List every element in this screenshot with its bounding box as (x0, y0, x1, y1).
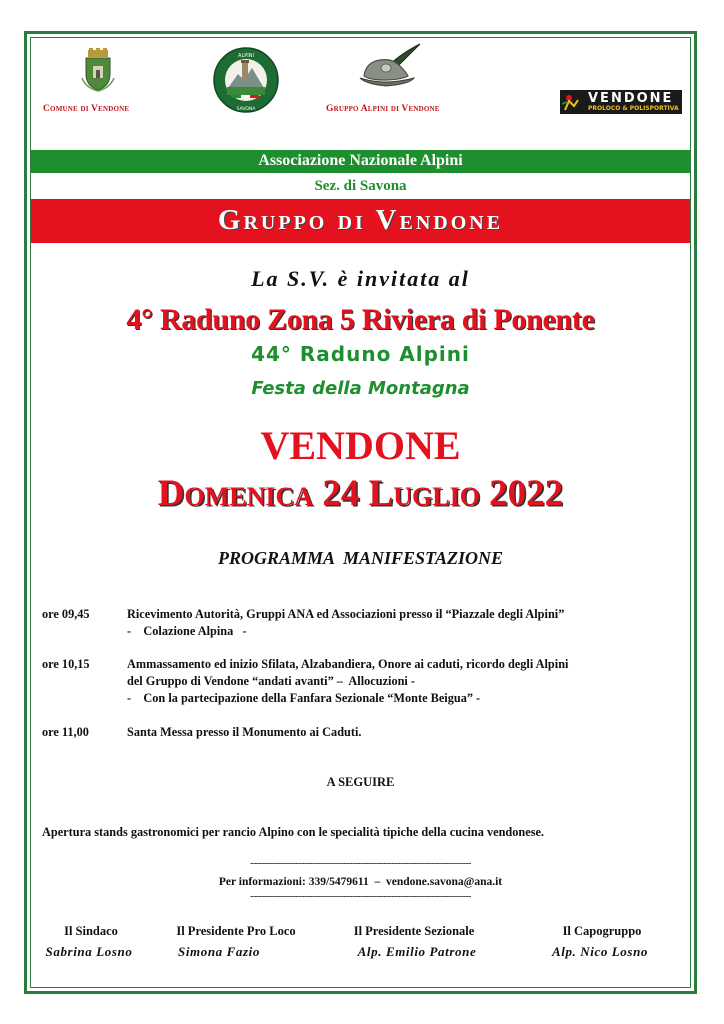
signature-title-sindaco: Il Sindaco (64, 924, 118, 938)
info-divider-top: ------------------------------------------------------------------------------ (250, 858, 471, 869)
ana-sezione-savona-logo-icon (212, 46, 280, 114)
program-stands: Apertura stands gastronomici per rancio Alpino con le specialità tipiche della cucina vendonese. (42, 825, 545, 839)
signature-name-proloco: Simona Fazio (178, 944, 260, 959)
comune-label: Comune di Vendone (43, 104, 130, 114)
event-place: VENDONE (260, 423, 461, 468)
vendone-logo-text: VENDONE (588, 91, 674, 106)
event-title: 4° Raduno Zona 5 Riviera di Ponente (126, 303, 595, 336)
program-line-1b: - Colazione Alpina - (127, 624, 247, 638)
program-time-1: ore 09,45 (42, 607, 90, 621)
program-following: A SEGUIRE (326, 775, 395, 789)
signature-name-sindaco: Sabrina Losno (45, 944, 133, 959)
signature-name-capogruppo: Alp. Nico Losno (551, 944, 649, 959)
program-title: PROGRAMMA MANIFESTAZIONE (217, 548, 504, 568)
program-line-3a: Santa Messa presso il Monumento ai Caduti. (127, 725, 362, 739)
invite-intro: La S.V. è invitata al (251, 266, 470, 291)
signature-title-proloco: Il Presidente Pro Loco (176, 924, 296, 938)
banner-section-name: Sez. di Savona (314, 178, 407, 194)
signature-name-sezionale: Alp. Emilio Patrone (357, 944, 477, 959)
alpini-hat-feather-icon (356, 42, 428, 90)
event-date: Domenica 24 Luglio 2022 (157, 473, 564, 514)
program-line-2a: Ammassamento ed inizio Sfilata, Alzabandiera, Onore ai caduti, ricordo degli Alpini (127, 657, 569, 671)
svg-text:SAVONA: SAVONA (236, 107, 256, 112)
program-line-1a: Ricevimento Autorità, Gruppi ANA ed Associazioni presso il “Piazzale degli Alpini” (127, 607, 565, 621)
banner-association-name: Associazione Nazionale Alpini (258, 152, 463, 169)
program-line-2b: del Gruppo di Vendone “andati avanti” – Allocuzioni - (127, 674, 416, 688)
info-contact: Per informazioni: 339/5479611 – vendone.savona@ana.it (218, 876, 503, 888)
event-festa: Festa della Montagna (251, 378, 470, 399)
comune-coat-of-arms-icon (80, 48, 116, 92)
gruppo-alpini-label: Gruppo Alpini di Vendone (326, 104, 440, 114)
info-divider-bottom: ------------------------------------------------------------------------------ (250, 891, 471, 902)
banner-group-name: Gruppo di Vendone (217, 204, 504, 236)
event-subtitle: 44° Raduno Alpini (251, 342, 470, 366)
program-line-2c: - Con la partecipazione della Fanfara Sezionale “Monte Beigua” - (127, 691, 481, 705)
svg-text:ALPINI: ALPINI (238, 53, 254, 59)
signature-title-capogruppo: Il Capogruppo (562, 924, 642, 938)
program-time-2: ore 10,15 (42, 657, 90, 671)
vendone-proloco-logo-icon (560, 90, 682, 114)
vendone-logo-subtext: PROLOCO & POLISPORTIVA (588, 105, 679, 112)
signature-title-sezionale: Il Presidente Sezionale (353, 924, 475, 938)
program-time-3: ore 11,00 (42, 725, 89, 739)
